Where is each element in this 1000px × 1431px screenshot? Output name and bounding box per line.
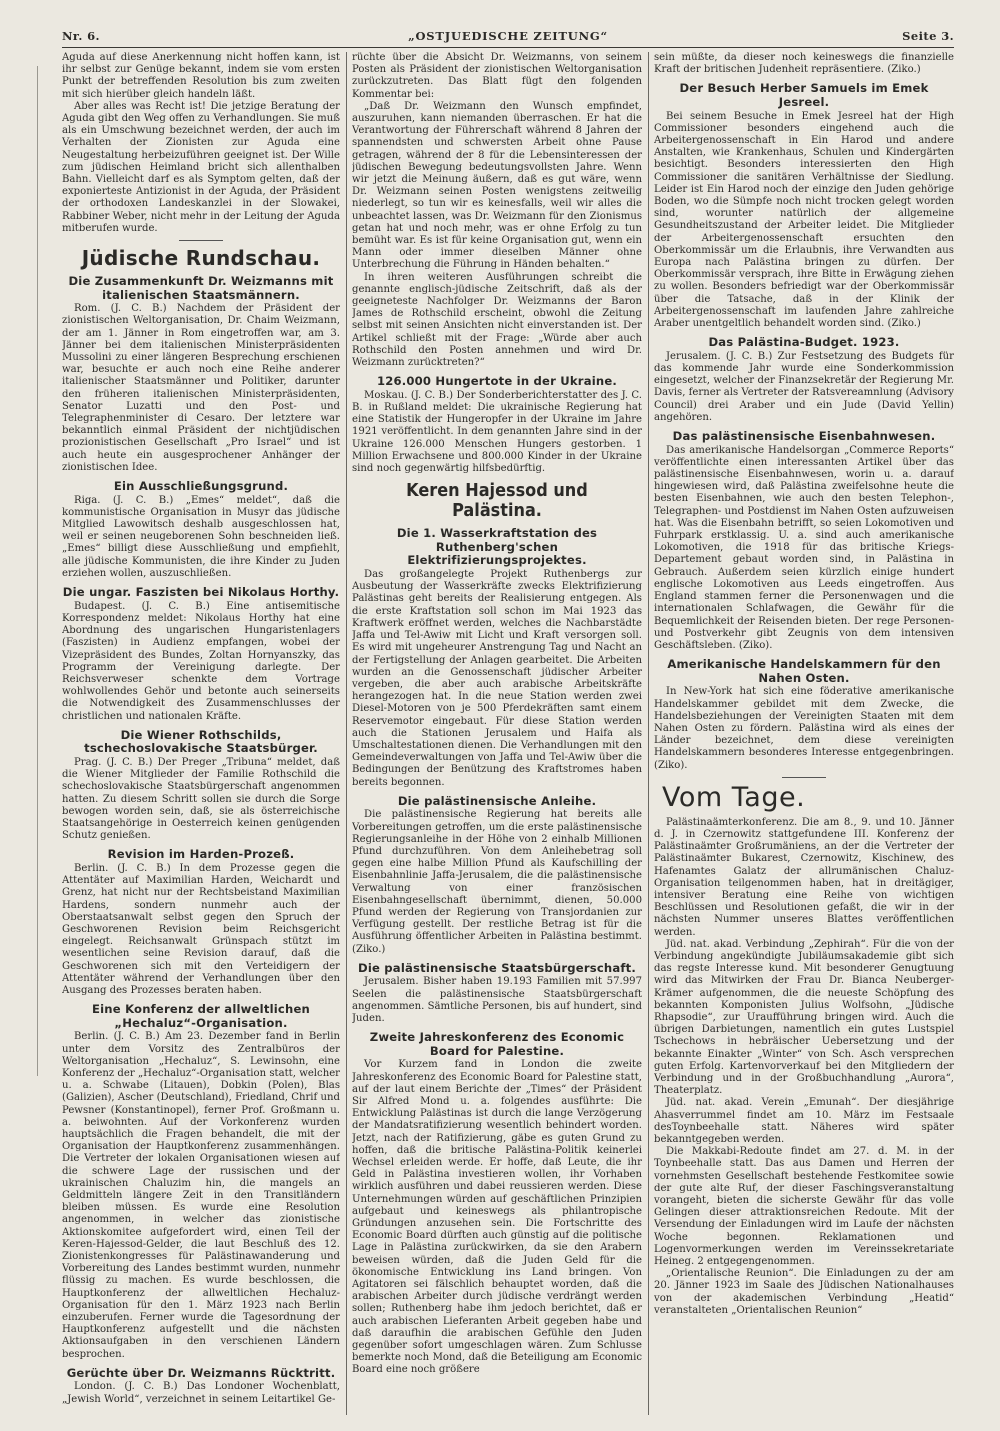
article-text: Jerusalem. (J. C. B.) Zur Festsetzung des Budgets für das kommende Jahr wurde eine Sonderkommission eingesetzt, welcher der Finanzsekretär der Regierung Mr. Davis, ferner als Vertreter der Ratsvereamnlung (Advisory Council) drei Araber und ein Jude (David Yellin) angehören.: [654, 350, 954, 423]
article-text: Bei seinem Besuche in Emek Jesreel hat der High Commissioner besonders eingehend auch die Arbeitergenossenschaft in Ein Harod und andere Anstalten, wie Krankenhaus, Schulen und Kindergärten besichtigt. Besonders interessierten den High Commissioner die sanitären Verhältnisse der Siedlung. Leider ist Ein Harod noch der einzige den Juden gehörige Boden, wo die Sümpfe noch nicht trocken gelegt worden sind, worunter natürlich der allgemeine Gesundheitszustand der Arbeiter leidet. Die Mitglieder der Arbeitergenossenschaft ersuchten den Oberkommissär um die Erlaubnis, ihre Verwandten aus Europa nach Palästina bringen zu dürfen. Der Oberkommissär versprach, ihre Bitte in Erwägung ziehen zu wollen. Besonders befriedigt war der Oberkommissär über die Tatsache, daß in der Klinik der Arbeitergenossenschaft im laufenden Jahre zahlreiche Araber unentgeltlich behandelt worden sind. (Ziko.): [654, 110, 954, 330]
article-title: Gerüchte über Dr. Weizmanns Rücktritt.: [66, 1365, 336, 1380]
section-heading: Vom Tage.: [662, 781, 806, 813]
news-item: Jüd. nat. akad. Verbindung „Zephirah“. Für die von der Verbindung angekündigte Jubiläumsakademie gibt sich das regste Interesse kund. Mit besonderer Genugtuung wird das Mitwirken der Frau Dr. Bianca Neuberger-Krämer aufgenommen, die die neueste Schöpfung des bekannten Komponisten Julius Wolfsohn, „Jüdische Rhapsodie“, zur Uraufführung bringen wird. Auch die übrigen Darbietungen, namentlich ein gutes Lustspiel Tschechows in hebräischer Uebersetzung und der bekannte Einakter „Winter“ von Sch. Asch versprechen guten Erfolg. Kartenvorverkauf bei den Mitgliedern der Verbindung und in der Großbuchhandlung „Aurora“, Theaterplatz.: [654, 938, 954, 1097]
intro-paragraph: Aguda auf diese Anerkennung nicht hoffen kann, ist ihr selbst zur Genüge bekannt, indem sie vom ersten Punkt der betreffenden Resolution bis zum zweiten mit sich hierüber gleich handeln läßt.: [62, 52, 340, 100]
article-title: Revision im Harden-Prozeß.: [107, 847, 295, 862]
news-item: „Orientalische Reunion“. Die Einladungen zu der am 20. Jänner 1923 im Saale des Jüdischen Nationalhauses von der akademischen Verbindung „Heatid“ veranstalteten „Orientalischen Reunion“: [654, 1268, 954, 1316]
article-text: „Daß Dr. Weizmann den Wunsch empfindet, auszuruhen, kann niemanden überraschen. Er hat die Verantwortung der Führerschaft während 8 Jahren der spannendsten und schwersten Arbeit ohne Pause getragen, während der 8 für die Lebensinteressen der jüdischen Bewegung bedeutungsvollsten Jahre. Wenn wir jetzt die Meinung äußern, daß es gut wäre, wenn Dr. Weizmann seinen Posten wenigstens zeitweilig niederlegt, so tun wir es keinesfalls, weil wir alles die unbeachtet lassen, was Dr. Weizmann für den Zionismus getan hat und noch mehr, was er ohne Erfolg zu tun bemüht war. Es ist für keine Organisation gut, wenn ein Mann oder immer dieselben Männer ohne Unterbrechung die Führung in Händen behalten.“: [352, 100, 642, 271]
column-divider-1: [346, 52, 347, 1415]
separator: [782, 777, 826, 778]
page-number: Seite 3.: [902, 29, 954, 43]
article-title: Die Wiener Rothschilds, tschechoslovakische Staatsbürger.: [84, 727, 318, 756]
newspaper-title: „OSTJUEDISCHE ZEITUNG“: [408, 29, 608, 43]
news-item: Jüd. nat. akad. Verein „Emunah“. Der diesjährige Ahasverrummel findet am 10. März im Festsaale desToynbeehalle statt. Näheres wird später bekanntgegeben werden.: [654, 1097, 954, 1145]
article-text: Vor Kurzem fand in London die zweite Jahreskonferenz des Economic Board for Palestine statt, auf der laut einem Berichte der „Times“ der Präsident Sir Alfred Mond u. a. folgendes ausführte: Die Entwicklung Palästinas ist durch die lange Verzögerung der Mandatsratifizierung wesentlich behindert worden. Jetzt, nach der Ratifizierung, gäbe es guten Grund zu hoffen, daß die britische Palästina-Politik keinerlei Wechsel erleiden werde. Er hoffe, daß Leute, die ihr Geld in Palästina investieren wollen, ihr Vorhaben wirklich ausführen und dabei reussieren werden. Diese Unternehmungen würden auf geschäftlichen Prinzipien aufgebaut und keineswegs als philantropische Gründungen anzusehen sein. Die Fortschritte des Economic Board dürften auch günstig auf die politische Lage in Palästina zurückwirken, da sie den Arabern beweisen würden, daß die Juden Geld für die ökonomische Entwicklung ins Land bringen. Von Agitatoren sei fälschlich behauptet worden, daß die arabischen Arbeiter durch jüdische verdrängt werden sollen; Ruthenberg habe ihm jedoch berichtet, daß er auch arabischen Lieferanten Arbeit gegeben habe und daß daraufhin die arabischen Gefühle den Juden gegenüber sofort umgeschlagen wären. Zum Schlusse bemerkte noch Mond, daß die Beteiligung am Economic Board eine noch größere: [352, 1059, 642, 1376]
article-text: Rom. (J. C. B.) Nachdem der Präsident der zionistischen Weltorganisation, Dr. Chaim Weizmann, der am 1. Jänner in Rom eingetroffen war, am 3. Jänner bei dem italienischen Ministerpräsidenten Mussolini zu einer längeren Besprechung erschienen war, besuchte er auch noch eine Reihe anderer italienischer Staatsmänner und Politiker, darunter den früheren italienischen Ministerpräsidenten, Senator Luzatti und den Post- und Telegraphenminister di Cesaro. Der letztere war bekanntlich einmal Präsident der nichtjüdischen prozionistischen Gesellschaft „Pro Israel“ und ist auch heute ein ausgesprochener Anhänger der zionistischen Idee.: [62, 303, 340, 473]
article-text: Prag. (J. C. B.) Der Preger „Tribuna“ meldet, daß die Wiener Mitglieder der Familie Rothschild die schechoslovakische Staatsbürgerschaft angenommen hatten. Zu diesem Schritt sollen sie durch die Sorge bewogen worden sein, daß, sie als österreichische Staatsangehörige in Oesterreich keinen genügenden Schutz genießen.: [62, 756, 340, 842]
article-title: Der Besuch Herber Samuels im Emek Jesreel.: [679, 81, 929, 109]
article-title: Die 1. Wasserkraftstation des Ruthenberg'schen Elektrifizierungsprojektes.: [396, 526, 598, 568]
article-text: Das großangelegte Projekt Ruthenbergs zur Ausbeutung der Wasserkräfte zwecks Elektrifizierung Palästinas geht bereits der Realisierung entgegen. Als die erste Kraftstation soll schon im Mai 1923 das Kraftwerk eröffnet werden, welches die Nachbarstädte Jaffa und Tel-Awiw mit Licht und Kraft versorgen soll. Es wird mit ungeheurer Anstrengung Tag und Nacht an der Fertigstellung der Anlagen gearbeitet. Die Arbeiten wurden an die Genossenschaft jüdischer Arbeiter vergeben, die aber auch arabische Arbeitskräfte herangezogen hat. In die neue Station werden zwei Diesel-Motoren von je 500 Pferdekräften samt einem Reservemotor eingebaut. Für diese Station werden auch die Stationen Jerusalem und Haifa als Umschaltestationen dienen. Die Verhandlungen mit den Gemeindeverwaltungen von Jaffa und Tel-Awiw über die Bedingungen der Benützung des Kraftstromes haben bereits begonnen.: [352, 569, 642, 788]
article-title: Zweite Jahreskonferenz des Economic Board for Palestine.: [369, 1030, 625, 1058]
article-title: Die Zusammenkunft Dr. Weizmanns mit italienischen Staatsmännern.: [68, 274, 334, 302]
column-divider-2: [648, 52, 649, 1415]
article-text: In ihren weiteren Ausführungen schreibt die genannte englisch-jüdische Zeitschrift, daß als der geeigneteste Nachfolger Dr. Weizmanns der Baron James de Rothschild erscheint, obwohl die Zeitung selbst mit seinen Ansichten nicht einverstanden ist. Der Artikel schließt mit der Frage: „Würde aber auch Rothschild den Posten annehmen und wird Dr. Weizmann zurücktreten?“: [352, 271, 642, 369]
article-title: Amerikanische Handelskammern für den Nahen Osten.: [667, 657, 941, 685]
section-heading: Jüdische Rundschau.: [81, 246, 321, 271]
article-title: Ein Ausschließungsgrund.: [113, 479, 289, 494]
article-text: sein müßte, da dieser noch keineswegs die finanzielle Kraft der britischen Judenheit repräsentiere. (Ziko.): [654, 52, 954, 76]
news-item: Palästinaämterkonferenz. Die am 8., 9. und 10. Jänner d. J. in Czernowitz stattgefundene III. Konferenz der Palästinaämter Großrumäniens, an der die Vertreter der Palästinaämter Bukarest, Czernowitz, Kischinew, des Hafenamtes Galatz der allrumänischen Chaluz-Organisation teilgenommen haben, hat in dreitägiger, intensiver Beratung eine Reihe von wichtigen Beschlüssen und Resolutionen gefaßt, die wir in der nächsten Nummer unseres Blattes veröffentlichen werden.: [654, 816, 954, 938]
section-heading: Keren Hajessod und Palästina.: [406, 481, 588, 522]
article-title: Das palästinensische Eisenbahnwesen.: [672, 429, 936, 444]
margin-line: [37, 66, 38, 1076]
intro-paragraph: Aber alles was Recht ist! Die jetzige Beratung der Aguda gibt den Weg offen zu Verhandlungen. Sie muß als ein Umschwung bezeichnet werden, der auch im Verhalten der Zionisten zur Aguda eine Neugestaltung herbeizuführen geeignet ist. Der Wille zum jüdischen Heimland bricht sich allenthalben Bahn. Vielleicht darf es als Symptom gelten, daß der exponierteste Antizionist in der Aguda, der Präsident der orthodoxen Landeskanzlei in der Slowakei, Rabbiner Weber, nicht mehr in der Leitung der Aguda mitberufen wurde.: [62, 100, 340, 234]
news-item: Die Makkabi-Redoute findet am 27. d. M. in der Toynbeehalle statt. Das aus Damen und Herren der vornehmsten Gesellschaft bestehende Festkomitee sowie der gute alte Ruf, der dieser Faschingsveranstaltung vorangeht, bieten die sicherste Gewähr für das volle Gelingen dieser attraktionsreichen Redoute. Mit der Versendung der Einladungen wird im Laufe der nächsten Woche begonnen. Reklamationen und Logenvormerkungen werden im Vereinssekretariate Heineg. 2 entgegengenommen.: [654, 1146, 954, 1268]
article-text: London. (J. C. B.) Das Londoner Wochenblatt, „Jewish World“, verzeichnet in seinem Leitartikel Ge-: [62, 1381, 340, 1405]
article-text: Das amerikanische Handelsorgan „Commerce Reports“ veröffentlichte einen interessanten Artikel über das palästinensische Eisenbahnwesen, worin u. a. darauf hingewiesen wird, daß Palästina zweifelsohne heute die besten Eisenbahnen, wie auch den besten Telephon-, Telegraphen- und Postdienst im Nahen Osten aufzuweisen hat. Was die Eisenbahn betrifft, so seien Lokomotiven und Fuhrpark erstklassig. U. a. sind auch amerikanische Lokomotiven, die 1918 für das britische Kriegs-Departement gebaut worden sind, in Palästina in Gebrauch. Außerdem seien kürzlich einige hundert englische Lokomotiven aus Leeds eingetroffen. Aus England stammen ferner die Personenwagen und die internationalen Schlafwagen, die Gewähr für die Bequemlichkeit der Reisenden bieten. Der rege Personen- und Postverkehr gibt Zeugnis von dem intensiven Geschäftsleben. (Ziko).: [654, 444, 954, 651]
column-3: [654, 52, 954, 1421]
article-title: Die palästinensische Anleihe.: [397, 793, 597, 808]
article-text: In New-York hat sich eine föderative amerikanische Handelskammer gebildet mit dem Zwecke, die Handelsbeziehungen der Vereinigten Staaten mit dem Nahen Osten zu fördern. Palästina wird als eines der Länder bezeichnet, dem diese vereinigten Handelskammern besonderes Interesse entgegenbringen. (Ziko).: [654, 686, 954, 771]
article-title: Die palästinensische Staatsbürgerschaft.: [358, 960, 636, 975]
issue-number: Nr. 6.: [62, 29, 100, 43]
article-text: Die palästinensische Regierung hat bereits alle Vorbereitungen getroffen, um die erste palästinensische Regierungsanleihe in der Höhe von 2 einhalb Millionen Pfund durchzuführen. Von dem Anleihebetrag soll gegen eine halbe Million Pfund als Kaufschilling der Eisenbahnlinie Jaffa-Jerusalem, die die palästinensische Verwaltung von einer französischen Eisenbahngesellschaft übernimmt, dienen, 50.000 Pfund werden der Regierung von Transjordanien zur Verfügung gestellt. Der restliche Betrag ist für die Ausführung öffentlicher Arbeiten in Palästina bestimmt. (Ziko.): [352, 809, 642, 955]
page-header: [62, 29, 954, 47]
article-title: Die ungar. Faszisten bei Nikolaus Horthy.: [62, 585, 340, 600]
article-title: Das Palästina-Budget. 1923.: [708, 335, 900, 350]
article-title: Eine Konferenz der allweltlichen „Hechaluz“-Organisation.: [92, 1002, 310, 1030]
header-rule: [62, 47, 954, 48]
column-1: [62, 52, 340, 1421]
separator: [179, 240, 223, 241]
article-text: Berlin. (J. C. B.) In dem Prozesse gegen die Attentäter auf Maximilian Harden, Weichardt und Grenz, hat nicht nur der Rechtsbeistand Maximilian Hardens, sondern nunmehr auch der Oberstaatsanwalt selbst gegen den Spruch der Geschworenen Revision beim Reichsgericht eingelegt. Reichsanwalt Grünspach stützt im wesentlichen seine Revision darauf, daß die Geschworenen sich mit den Verteidigern der Attentäter während der Verhandlungen über den Ausgang des Prozesses beraten haben.: [62, 862, 340, 996]
article-text: Berlin. (J. C. B.) Am 23. Dezember fand in Berlin unter dem Vorsitz des Zentralbüros der Weltorganisation „Hechaluz“, S. Lewinsohn, eine Konferenz der „Hechaluz“-Organisation statt, welcher u. a. Schwabe (Litauen), Dobkin (Polen), Blas (Galizien), Ascher (Deutschland), Friedland, Chrif und Pewsner (Konstantinopel), ferner Prof. Großmann u. a. beiwohnten. Auf der Vorkonferenz wurden hauptsächlich die Fragen behandelt, die mit der Organisation der Hauptkonferenz zusammenhängen. Die Vertreter der lokalen Organisationen wiesen auf die schwere Lage der russischen und der ukrainischen Chaluzim hin, die mangels an Geldmitteln längere Zeit in den Transitländern bleiben müssen. Es wurde eine Resolution angenommen, in welcher das zionistische Aktionskomitee aufgefordert wird, einen Teil der Keren-Hajessod-Gelder, die laut Beschluß des 12. Zionistenkongresses für Palästinawanderung und Vorbereitung des Landes bestimmt wurden, nunmehr flüssig zu machen. Es wurde beschlossen, die Hauptkonferenz der allweltlichen Hechaluz-Organisation für den 1. März 1923 nach Berlin einzuberufen. Ferner wurde die Tagesordnung der Hauptkonferenz aufgestellt und die nächsten Aktionsaufgaben in den verschienen Ländern besprochen.: [62, 1031, 340, 1360]
column-2: [352, 52, 642, 1421]
article-text: rüchte über die Absicht Dr. Weizmanns, von seinem Posten als Präsident der zionistischen Weltorganisation zurückzutreten. Das Blatt fügt den folgenden Kommentar bei:: [352, 52, 642, 100]
article-text: Jerusalem. Bisher haben 19.193 Familien mit 57.997 Seelen die palästinensische Staatsbürgerschaft angenommen. Sämtliche Personen, bis auf hundert, sind Juden.: [352, 976, 642, 1024]
article-text: Budapest. (J. C. B.) Eine antisemitische Korrespondenz meldet: Nikolaus Horthy hat eine Abordnung des ungarischen Hungaristenlagers (Faszisten) in Audienz empfangen, wobei der Vizepräsident des Bundes, Zoltan Hornyanszky, das Programm der Vereinigung darlegte. Der Reichsverweser schenkte dem Vortrage wohlwollendes Gehör und betonte auch seinerseits die Notwendigkeit des Zusammenschlusses der christlichen und nationalen Kräfte.: [62, 600, 340, 722]
article-text: Moskau. (J. C. B.) Der Sonderberichterstatter des J. C. B. in Rußland meldet: Die ukrainische Regierung hat eine Statistik der Hungeropfer in der Ukraine im Jahre 1921 veröffentlicht. In dem genannten Jahre sind in der Ukraine 126.000 Menschen Hungers gestorben. 1 Million Erwachsene und 800.000 Kinder in der Ukraine sind noch gegenwärtig hilfsbedürftig.: [352, 389, 642, 475]
article-title: 126.000 Hungertote in der Ukraine.: [376, 374, 618, 389]
article-text: Riga. (J. C. B.) „Emes“ meldet“, daß die kommunistische Organisation in Musyr das jüdische Mitglied Lawowitsch deshalb ausgeschlossen hat, weil er seinen neugeborenen Sohn beschneiden ließ. „Emes“ billigt diese Ausschließung und empfiehlt, alle jüdische Kommunisten, die ihre Kinder zu Juden erziehen wollen, auszuschließen.: [62, 494, 340, 579]
